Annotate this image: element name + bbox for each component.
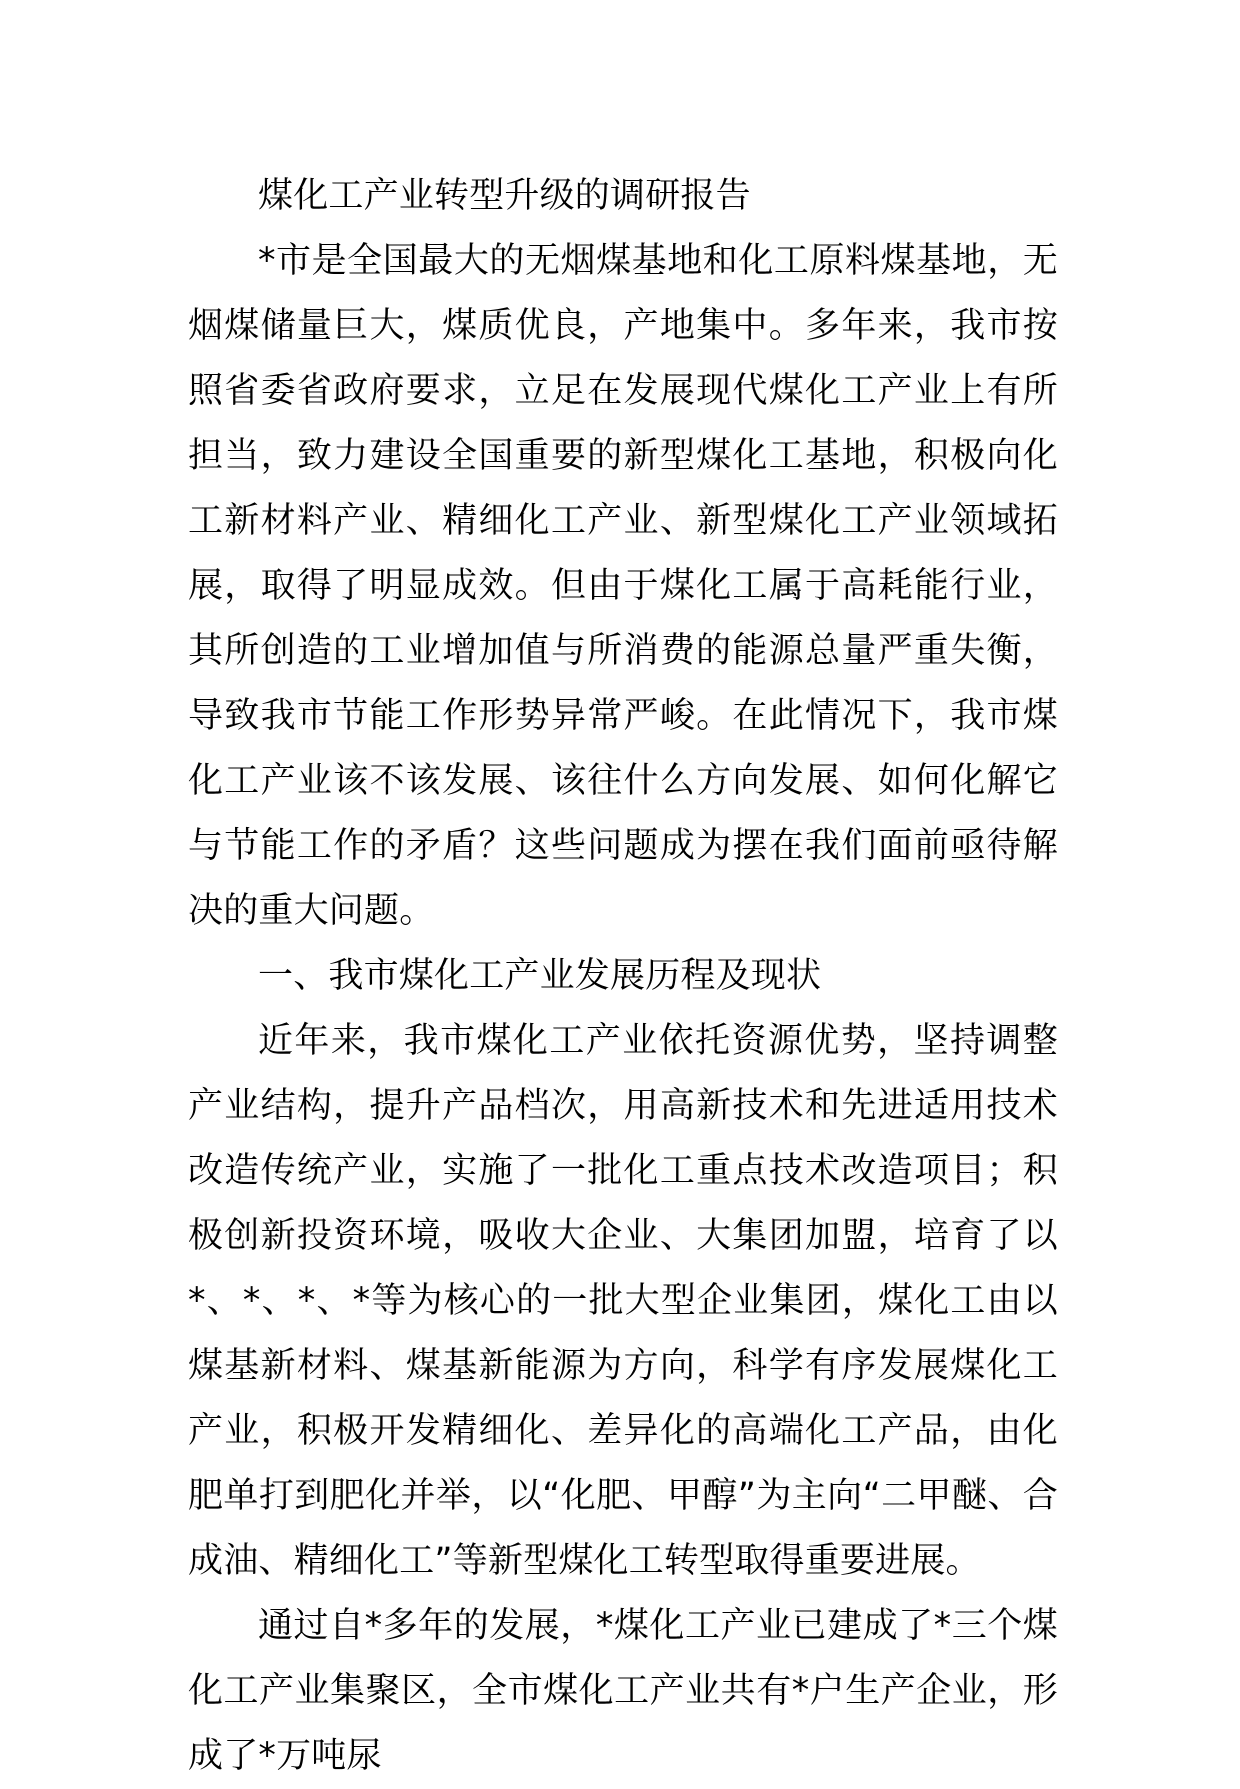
paragraph-development: 近年来，我市煤化工产业依托资源优势，坚持调整产业结构，提升产品档次，用高新技术和先进适用技术改造传统产业，实施了一批化工重点技术改造项目；积极创新投资环境，吸收大企业、大集团加盟，培育了以*、*、*、*等为核心的一批大型企业集团，煤化工由以煤基新材料、煤基新能源为方向，科学有序发展煤化工产业，积极开发精细化、差异化的高端化工产品，由化肥单打到肥化并举，以“化肥、甲醇”为主向“二甲醚、合成油、精细化工”等新型煤化工转型取得重要进展。 [188,1021,1058,1581]
paragraph-status: 通过自*多年的发展，*煤化工产业已建成了*三个煤化工产业集聚区，全市煤化工产业共有*户生产企业，形成了*万吨尿 [188,1606,1058,1776]
paragraph-intro: *市是全国最大的无烟煤基地和化工原料煤基地，无烟煤储量巨大，煤质优良，产地集中。多年来，我市按照省委省政府要求，立足在发展现代煤化工产业上有所担当，致力建设全国重要的新型煤化工基地，积极向化工新材料产业、精细化工产业、新型煤化工产业领域拓展，取得了明显成效。但由于煤化工属于高耗能行业，其所创造的工业增加值与所消费的能源总量严重失衡，导致我市节能工作形势异常严峻。在此情况下，我市煤化工产业该不该发展、该往什么方向发展、如何化解它与节能工作的矛盾？这些问题成为摆在我们面前亟待解决的重大问题。 [188,241,1058,931]
document-body [188,164,1058,1789]
section-heading: 一、我市煤化工产业发展历程及现状 [258,956,822,996]
document-title: 煤化工产业转型升级的调研报告 [258,176,751,216]
